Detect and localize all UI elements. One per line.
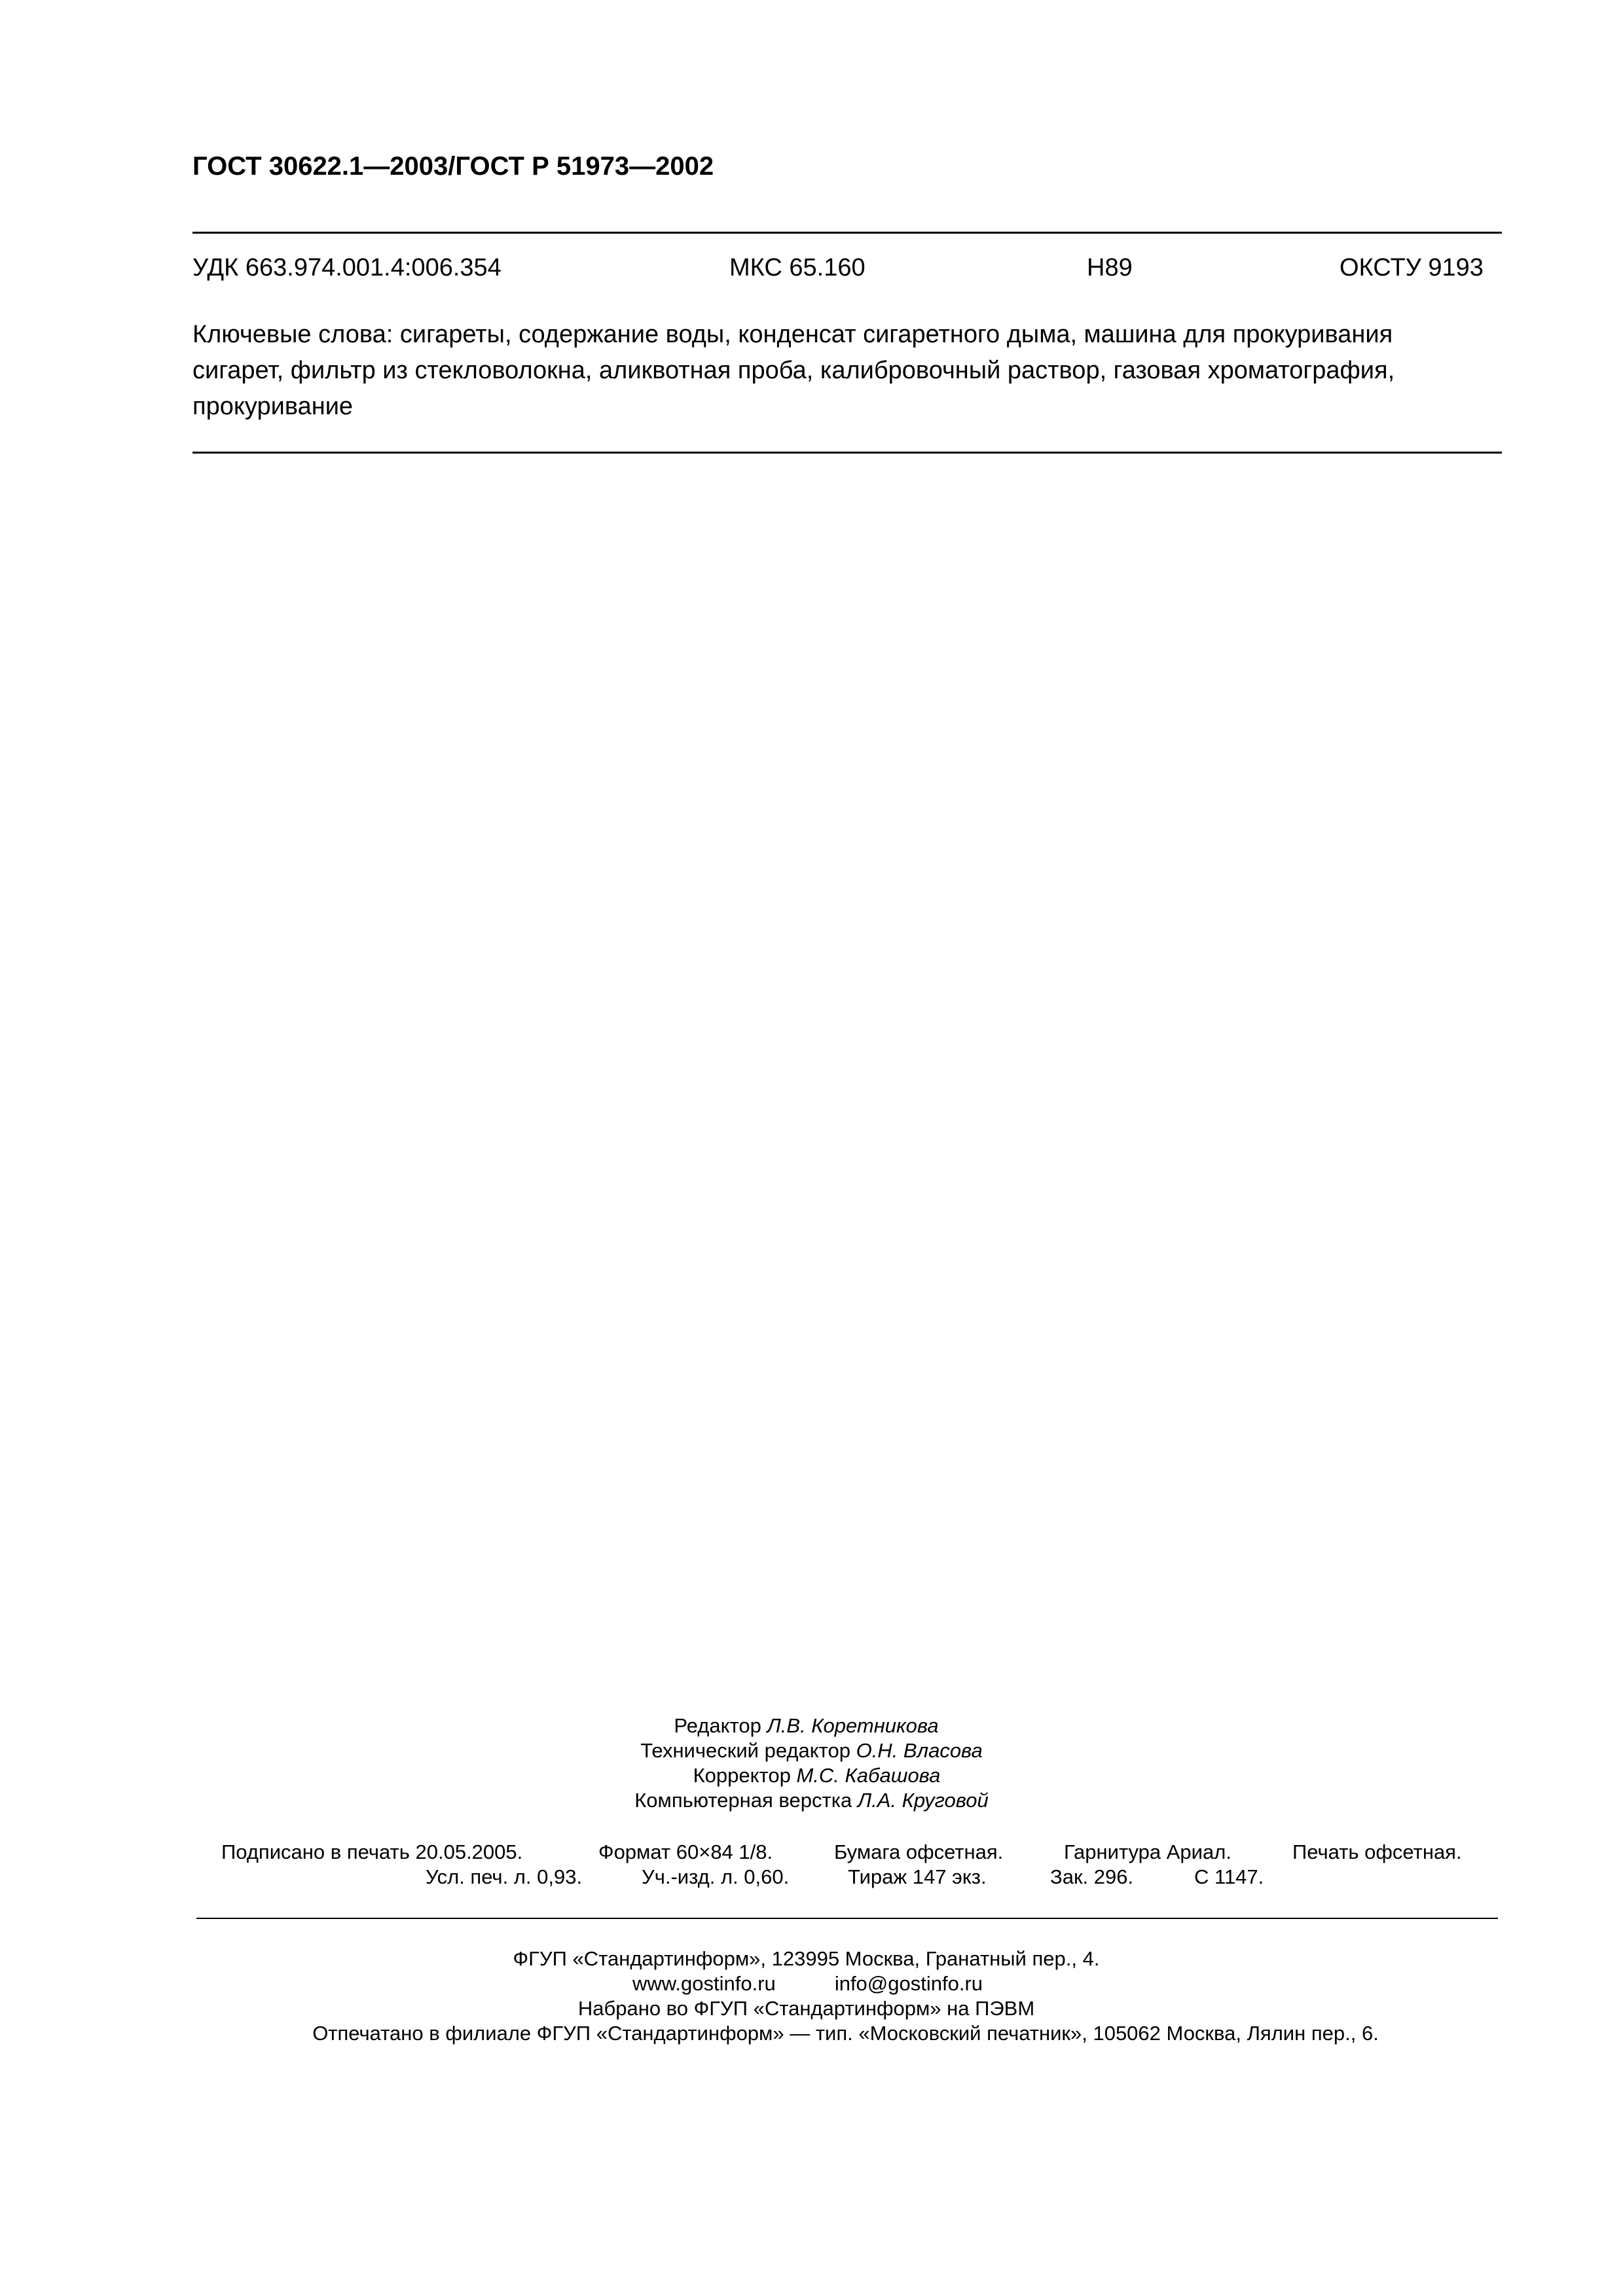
printing-house: Отпечатано в филиале ФГУП «Стандартинформ» — тип. «Московский печатник», 105062 Москва, Лялин пер., 6. [312,2022,1379,2045]
editorial-staff [0,1713,1623,1813]
editor-line [0,1713,1618,1738]
corrector-role: Корректор [693,1764,791,1787]
tech-editor-name: О.Н. Власова [856,1739,983,1762]
printing-method: Печать офсетная. [1292,1840,1462,1863]
order-number: Зак. 296. [1050,1865,1134,1888]
typeset-note: Набрано во ФГУП «Стандартинформ» на ПЭВМ [577,1997,1035,2020]
tech-editor-role: Технический редактор [640,1739,850,1762]
circulation: Тираж 147 экз. [848,1865,987,1888]
publisher-contacts [0,1971,1619,1996]
okstu-code: ОКСТУ 9193 [1340,254,1484,281]
print-code: С 1147. [1194,1865,1264,1888]
print-sheets: Усл. печ. л. 0,93. [426,1865,583,1888]
tech-editor-line [0,1738,1623,1763]
paper-type: Бумага офсетная. [834,1840,1004,1863]
keywords-block [192,317,1508,425]
imprint-divider [196,1918,1498,1919]
typeface: Гарнитура Ариал. [1064,1840,1231,1863]
layout-name: Л.А. Круговой [857,1789,989,1812]
publisher-website[interactable]: www.gostinfo.ru [632,1972,776,1995]
keywords-line: Ключевые слова: сигареты, содержание воды, конденсат сигаретного дыма, машина для прокуривания [192,321,1393,348]
udk-code: УДК 663.974.001.4:006.354 [192,254,501,281]
publisher-block [0,1946,1623,2046]
corrector-line [5,1763,1623,1788]
paper-format: Формат 60×84 1/8. [598,1840,773,1863]
standard-designation: ГОСТ 30622.1—2003/ГОСТ Р 51973—2002 [192,152,714,181]
layout-role: Компьютерная верстка [634,1789,852,1812]
publisher-email[interactable]: info@gostinfo.ru [834,1972,983,1995]
signed-date: Подписано в печать 20.05.2005. [221,1840,523,1863]
keywords-line: сигарет, фильтр из стекловолокна, аликвотная проба, калибровочный раствор, газовая хроматография, [192,357,1395,384]
editor-name: Л.В. Коретникова [767,1714,939,1737]
corrector-name: М.С. Кабашова [796,1764,941,1787]
publisher-address: ФГУП «Стандартинформ», 123995 Москва, Гранатный пер., 4. [513,1947,1100,1970]
mks-code: МКС 65.160 [729,254,866,281]
editor-role: Редактор [674,1714,761,1737]
publishing-sheets: Уч.-изд. л. 0,60. [642,1865,790,1888]
category-code: Н89 [1087,254,1133,281]
top-divider [192,232,1502,234]
layout-line [0,1788,1623,1813]
keywords-divider [192,452,1502,454]
keywords-line: прокуривание [192,393,354,420]
